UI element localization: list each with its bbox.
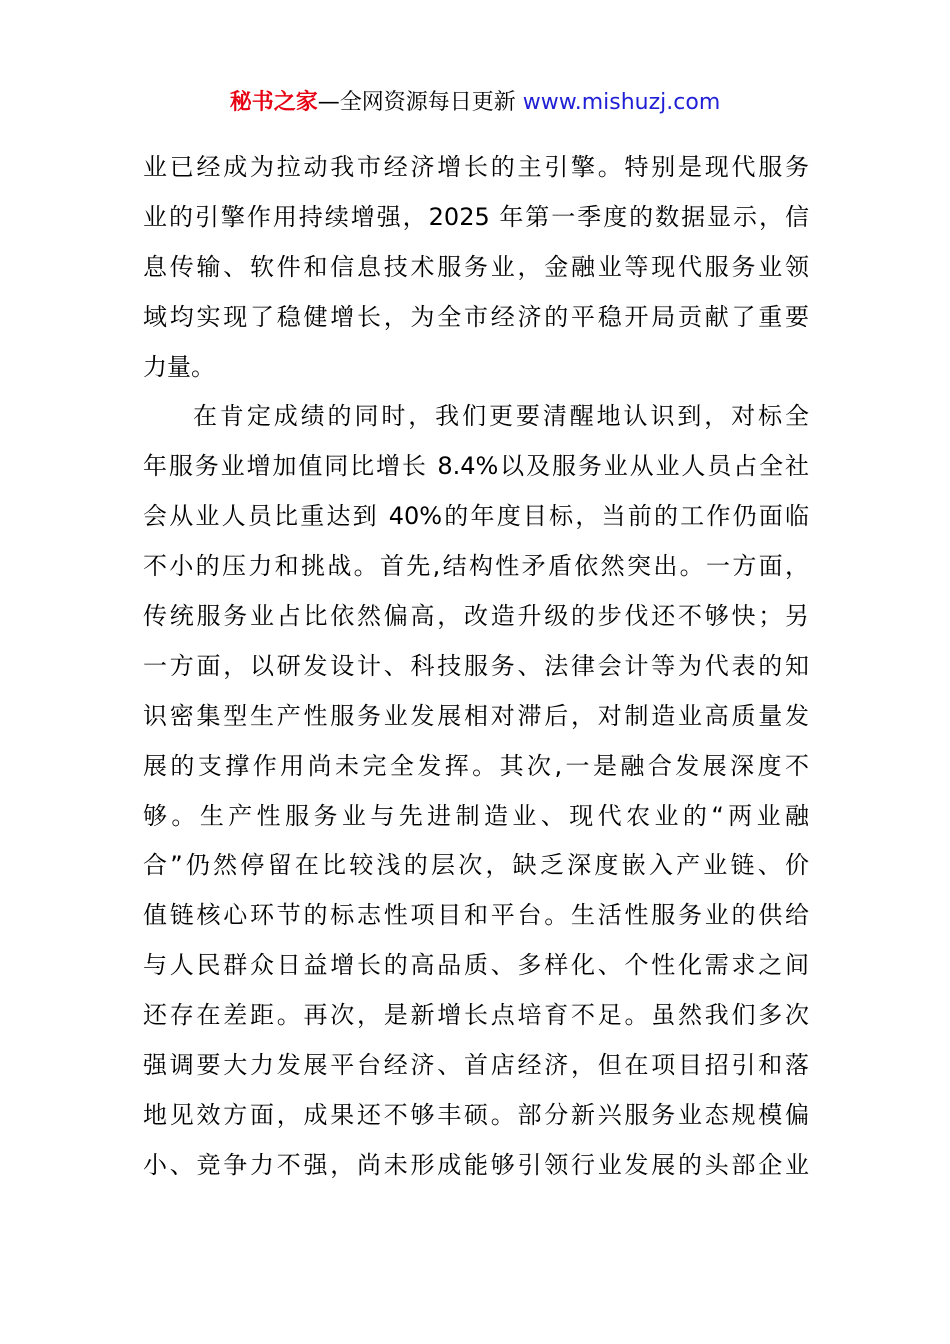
text-line: 小、竞争力不强，尚未形成能够引领行业发展的头部企业 [143, 1150, 809, 1179]
text-line: 够。生产性服务业与先进制造业、现代农业的“两业融 [143, 801, 809, 830]
text-line: 与人民群众日益增长的高品质、多样化、个性化需求之间 [143, 951, 809, 980]
document-body [143, 147, 809, 1195]
paragraph-2 [143, 396, 809, 1194]
text-line: 不小的压力和挑战。首先,结构性矛盾依然突出。一方面， [143, 552, 809, 581]
text-line: 业的引擎作用持续增强，2025 年第一季度的数据显示，信 [143, 202, 809, 231]
text-line: 传统服务业占比依然偏高，改造升级的步伐还不够快；另 [143, 602, 809, 631]
text-line: 在肯定成绩的同时，我们更要清醒地认识到，对标全 [193, 402, 809, 431]
text-line: 展的支撑作用尚未完全发挥。其次,一是融合发展深度不 [143, 751, 809, 780]
text-line: 会从业人员比重达到 40%的年度目标，当前的工作仍面临 [143, 502, 809, 531]
text-line: 地见效方面，成果还不够丰硕。部分新兴服务业态规模偏 [143, 1100, 809, 1129]
text-line: 域均实现了稳健增长，为全市经济的平稳开局贡献了重要 [143, 302, 809, 331]
text-line: 值链核心环节的标志性项目和平台。生活性服务业的供给 [143, 901, 809, 930]
text-line: 息传输、软件和信息技术服务业，金融业等现代服务业领 [143, 252, 809, 281]
text-line: 业已经成为拉动我市经济增长的主引擎。特别是现代服务 [143, 153, 809, 181]
text-line: 合”仍然停留在比较浅的层次，缺乏深度嵌入产业链、价 [143, 851, 809, 880]
page-header [0, 86, 950, 120]
header-tagline: —全网资源每日更新 [317, 90, 523, 115]
text-line: 识密集型生产性服务业发展相对滞后，对制造业高质量发 [143, 701, 809, 730]
text-line: 年服务业增加值同比增长 8.4%以及服务业从业人员占全社 [143, 452, 809, 481]
header-url-link[interactable]: www.mishuzj.com [522, 90, 721, 115]
header-brand: 秘书之家 [229, 90, 318, 115]
text-line: 力量。 [143, 352, 215, 381]
text-line: 强调要大力发展平台经济、首店经济，但在项目招引和落 [143, 1051, 809, 1080]
paragraph-1 [143, 147, 809, 396]
text-line: 一方面，以研发设计、科技服务、法律会计等为代表的知 [143, 651, 809, 680]
text-line: 还存在差距。再次，是新增长点培育不足。虽然我们多次 [143, 1001, 809, 1030]
